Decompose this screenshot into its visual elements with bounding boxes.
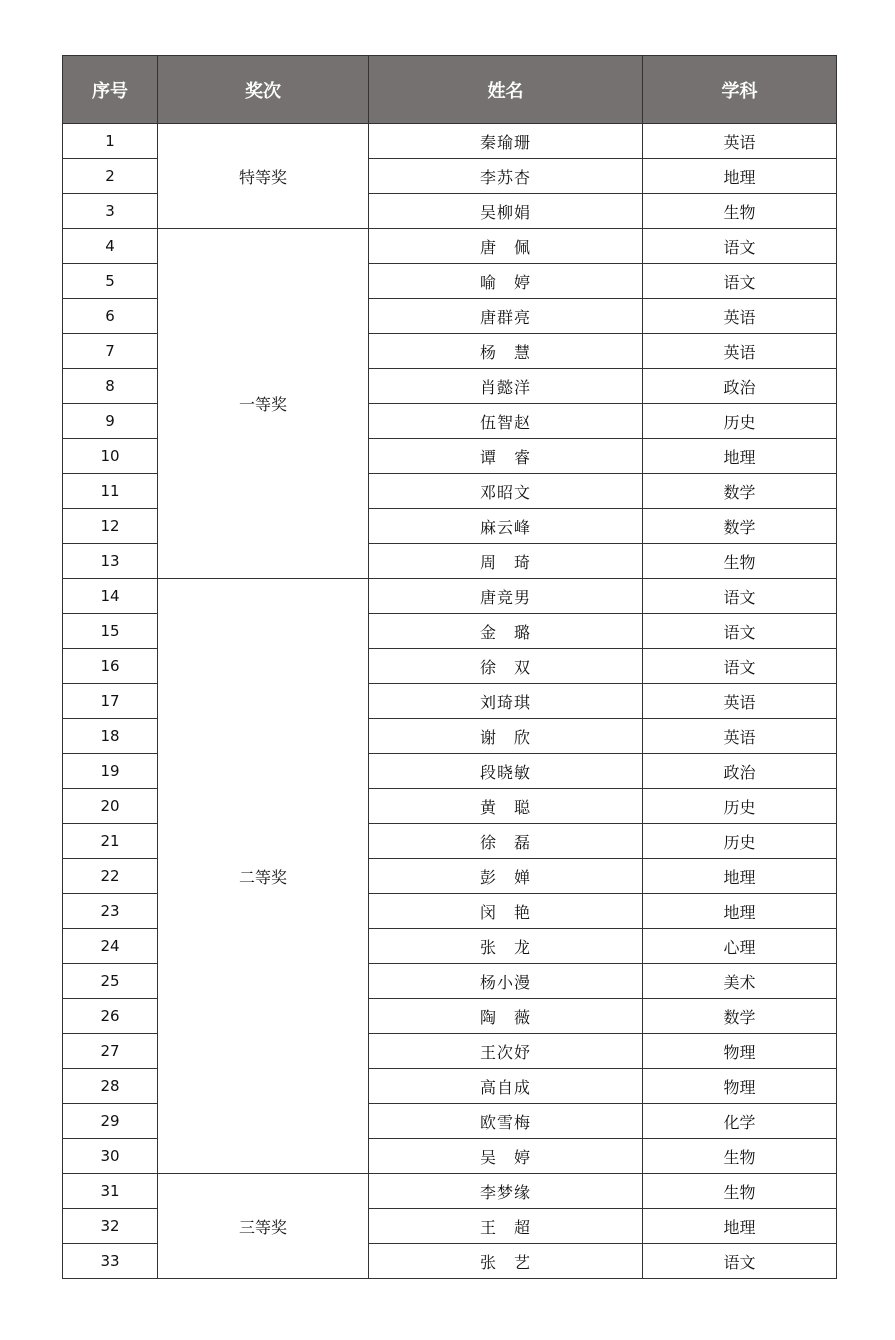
person-name: 杨小漫 [369,964,643,999]
person-name: 杨 慧 [369,334,643,369]
subject: 生物 [643,1174,837,1209]
row-index: 11 [63,474,158,509]
person-name: 唐群亮 [369,299,643,334]
person-name: 周 琦 [369,544,643,579]
subject: 英语 [643,719,837,754]
person-name: 王 超 [369,1209,643,1244]
person-name: 刘琦琪 [369,684,643,719]
subject: 化学 [643,1104,837,1139]
table-header [63,56,837,124]
subject: 语文 [643,229,837,264]
row-index: 23 [63,894,158,929]
person-name: 李梦缘 [369,1174,643,1209]
table-body [63,124,837,1279]
header-index: 序号 [63,56,158,124]
person-name: 李苏杏 [369,159,643,194]
person-name: 黄 聪 [369,789,643,824]
person-name: 喻 婷 [369,264,643,299]
row-index: 5 [63,264,158,299]
person-name: 谢 欣 [369,719,643,754]
subject: 语文 [643,1244,837,1279]
subject: 语文 [643,264,837,299]
award-level: 二等奖 [158,579,369,1174]
row-index: 15 [63,614,158,649]
row-index: 19 [63,754,158,789]
subject: 英语 [643,299,837,334]
row-index: 24 [63,929,158,964]
subject: 语文 [643,579,837,614]
row-index: 10 [63,439,158,474]
person-name: 唐 佩 [369,229,643,264]
row-index: 2 [63,159,158,194]
row-index: 29 [63,1104,158,1139]
subject: 心理 [643,929,837,964]
subject: 物理 [643,1069,837,1104]
row-index: 17 [63,684,158,719]
person-name: 陶 薇 [369,999,643,1034]
award-table [62,55,837,1279]
header-subject: 学科 [643,56,837,124]
subject: 生物 [643,194,837,229]
header-name: 姓名 [369,56,643,124]
row-index: 30 [63,1139,158,1174]
person-name: 吴柳娟 [369,194,643,229]
table-row [63,124,837,159]
subject: 历史 [643,404,837,439]
row-index: 26 [63,999,158,1034]
table-row [63,579,837,614]
row-index: 22 [63,859,158,894]
person-name: 张 龙 [369,929,643,964]
header-award: 奖次 [158,56,369,124]
row-index: 28 [63,1069,158,1104]
subject: 政治 [643,754,837,789]
subject: 英语 [643,334,837,369]
subject: 地理 [643,1209,837,1244]
row-index: 9 [63,404,158,439]
row-index: 14 [63,579,158,614]
row-index: 20 [63,789,158,824]
row-index: 25 [63,964,158,999]
person-name: 闵 艳 [369,894,643,929]
row-index: 13 [63,544,158,579]
subject: 英语 [643,124,837,159]
subject: 物理 [643,1034,837,1069]
subject: 地理 [643,859,837,894]
person-name: 高自成 [369,1069,643,1104]
row-index: 21 [63,824,158,859]
person-name: 王次妤 [369,1034,643,1069]
row-index: 6 [63,299,158,334]
subject: 英语 [643,684,837,719]
person-name: 吴 婷 [369,1139,643,1174]
subject: 数学 [643,509,837,544]
table-row [63,1174,837,1209]
row-index: 18 [63,719,158,754]
person-name: 邓昭文 [369,474,643,509]
row-index: 1 [63,124,158,159]
person-name: 欧雪梅 [369,1104,643,1139]
subject: 语文 [643,614,837,649]
subject: 地理 [643,439,837,474]
award-level: 三等奖 [158,1174,369,1279]
person-name: 段晓敏 [369,754,643,789]
subject: 数学 [643,474,837,509]
row-index: 16 [63,649,158,684]
person-name: 徐 双 [369,649,643,684]
subject: 历史 [643,789,837,824]
person-name: 金 璐 [369,614,643,649]
row-index: 8 [63,369,158,404]
subject: 生物 [643,1139,837,1174]
subject: 历史 [643,824,837,859]
table-row [63,229,837,264]
person-name: 伍智赵 [369,404,643,439]
header-row [63,56,837,124]
subject: 美术 [643,964,837,999]
person-name: 彭 婵 [369,859,643,894]
row-index: 27 [63,1034,158,1069]
row-index: 32 [63,1209,158,1244]
row-index: 33 [63,1244,158,1279]
person-name: 唐竞男 [369,579,643,614]
subject: 语文 [643,649,837,684]
person-name: 张 艺 [369,1244,643,1279]
person-name: 徐 磊 [369,824,643,859]
row-index: 7 [63,334,158,369]
subject: 地理 [643,159,837,194]
person-name: 麻云峰 [369,509,643,544]
person-name: 肖懿洋 [369,369,643,404]
person-name: 谭 睿 [369,439,643,474]
award-level: 特等奖 [158,124,369,229]
subject: 政治 [643,369,837,404]
person-name: 秦瑜珊 [369,124,643,159]
row-index: 12 [63,509,158,544]
subject: 生物 [643,544,837,579]
row-index: 4 [63,229,158,264]
row-index: 3 [63,194,158,229]
subject: 地理 [643,894,837,929]
award-level: 一等奖 [158,229,369,579]
row-index: 31 [63,1174,158,1209]
subject: 数学 [643,999,837,1034]
